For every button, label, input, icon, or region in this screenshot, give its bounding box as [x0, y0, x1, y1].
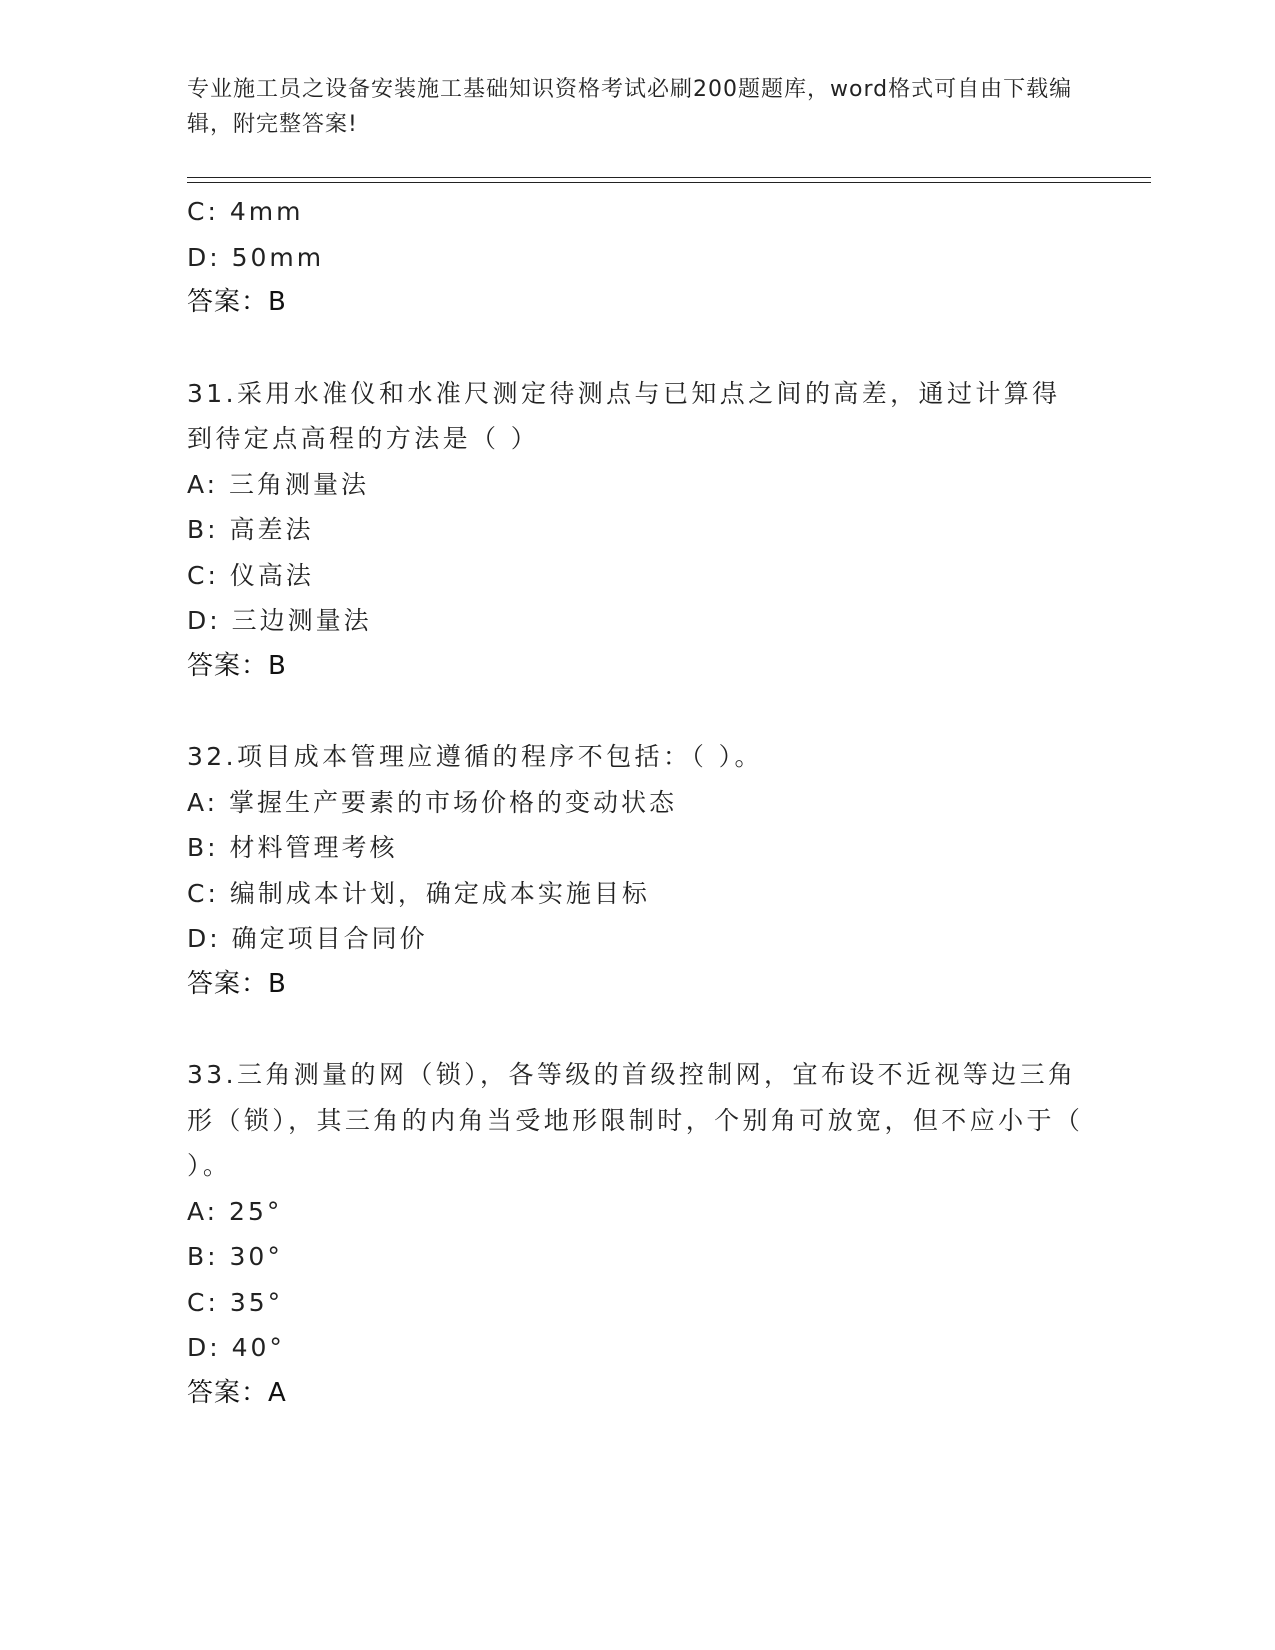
option-c: C: 编制成本计划，确定成本实施目标: [187, 878, 650, 908]
question-stem: 32.项目成本管理应遵循的程序不包括：（ ）。: [187, 742, 763, 771]
option-b: B: 高差法: [187, 515, 314, 544]
question-32: [187, 734, 1087, 1007]
option-d: D: 50mm: [187, 242, 325, 272]
question-31: [187, 371, 1087, 690]
option-b: B: 30°: [187, 1242, 283, 1271]
answer-line: 答案：B: [187, 650, 287, 681]
option-c: C: 4mm: [187, 197, 304, 226]
option-a: A: 掌握生产要素的市场价格的变动状态: [187, 787, 678, 817]
page-header: 专业施工员之设备安装施工基础知识资格考试必刷200题题库，word格式可自由下载编辑，附完整答案!: [187, 77, 1073, 137]
question-content: [187, 189, 1087, 1416]
header-divider-top: [187, 177, 1151, 178]
answer-line: 答案：B: [187, 968, 287, 999]
option-d: D: 40°: [187, 1333, 285, 1362]
header-divider-bottom: [187, 182, 1151, 183]
option-d: D: 三边测量法: [187, 606, 372, 635]
answer-line: 答案：A: [187, 1377, 287, 1408]
answer-line: 答案：B: [187, 287, 287, 317]
option-a: A: 三角测量法: [187, 469, 370, 499]
option-a: A: 25°: [187, 1196, 283, 1226]
question-stem: 33.三角测量的网（锁），各等级的首级控制网，宜布设不近视等边三角形（锁），其三角的内角当受地形限制时，个别角可放宽，但不应小于（ ）。: [187, 1060, 1084, 1180]
option-c: C: 仪高法: [187, 560, 314, 590]
option-c: C: 35°: [187, 1287, 284, 1317]
option-b: B: 材料管理考核: [187, 833, 398, 862]
previous-question-tail: [187, 189, 1087, 326]
question-33: [187, 1052, 1087, 1416]
option-d: D: 确定项目合同价: [187, 924, 428, 953]
question-stem: 31.采用水准仪和水准尺测定待测点与已知点之间的高差，通过计算得到待定点高程的方法是（ ）: [187, 378, 1061, 453]
